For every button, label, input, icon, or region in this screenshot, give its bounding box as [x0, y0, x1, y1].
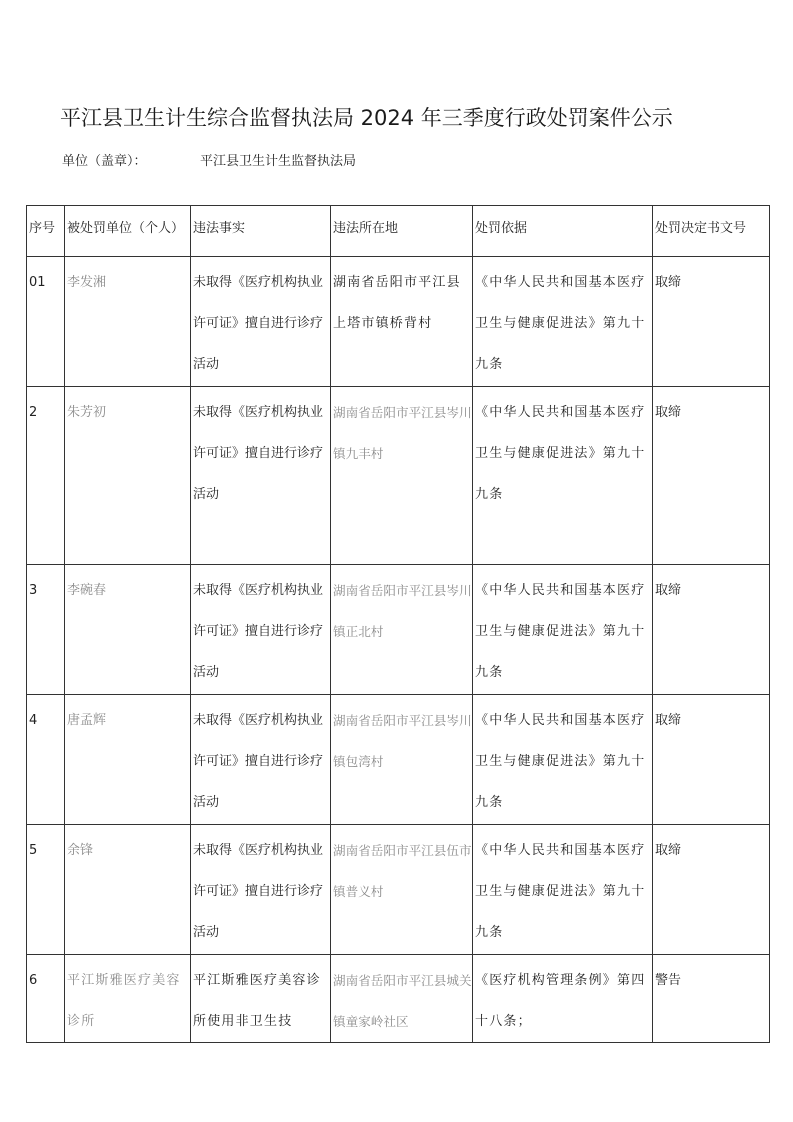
unit-label: 单位（盖章）：	[62, 154, 147, 169]
row-no: 3	[29, 583, 38, 598]
row-no: 4	[29, 713, 38, 728]
row-decision: 取缔	[655, 405, 682, 420]
row-no: 01	[29, 275, 46, 290]
row-decision: 警告	[655, 973, 682, 988]
table-row	[27, 387, 770, 565]
table-header-row	[27, 206, 770, 257]
document-title: 平江县卫生计生综合监督执法局 2024 年三季度行政处罚案件公示	[60, 106, 673, 130]
header-fact: 违法事实	[191, 206, 331, 257]
header-decision: 处罚决定书文号	[653, 206, 770, 257]
row-fact: 未取得《医疗机构执业许可证》擅自进行诊疗活动	[193, 583, 324, 680]
row-location: 湖南省岳阳市平江县城关镇童家岭社区	[333, 973, 472, 1029]
row-basis: 《医疗机构管理条例》第四十八条；	[475, 973, 646, 1029]
row-location: 湖南省岳阳市平江县岑川镇正北村	[333, 583, 472, 639]
penalty-cases-table	[26, 205, 770, 1043]
table-row	[27, 695, 770, 825]
row-fact: 未取得《医疗机构执业许可证》擅自进行诊疗活动	[193, 713, 324, 810]
row-basis: 《中华人民共和国基本医疗卫生与健康促进法》第九十九条	[475, 843, 646, 940]
row-basis: 《中华人民共和国基本医疗卫生与健康促进法》第九十九条	[475, 275, 646, 372]
header-location: 违法所在地	[331, 206, 473, 257]
row-basis: 《中华人民共和国基本医疗卫生与健康促进法》第九十九条	[475, 713, 646, 810]
table-row	[27, 257, 770, 387]
row-decision: 取缔	[655, 713, 682, 728]
row-fact: 未取得《医疗机构执业许可证》擅自进行诊疗活动	[193, 275, 324, 372]
row-party: 平江斯雅医疗美容诊所	[67, 973, 181, 1029]
header-no: 序号	[27, 206, 65, 257]
row-location: 湖南省岳阳市平江县岑川镇九丰村	[333, 405, 472, 461]
table-row	[27, 955, 770, 1043]
table-row	[27, 565, 770, 695]
header-basis: 处罚依据	[473, 206, 653, 257]
row-party: 李碗春	[67, 583, 107, 598]
row-no: 5	[29, 843, 38, 858]
row-fact: 平江斯雅医疗美容诊所使用非卫生技	[193, 973, 321, 1029]
row-party: 李发湘	[67, 275, 107, 290]
header-party: 被处罚单位（个人）	[65, 206, 191, 257]
row-location: 湖南省岳阳市平江县岑川镇包湾村	[333, 713, 472, 769]
row-basis: 《中华人民共和国基本医疗卫生与健康促进法》第九十九条	[475, 405, 646, 502]
row-basis: 《中华人民共和国基本医疗卫生与健康促进法》第九十九条	[475, 583, 646, 680]
row-party: 唐孟辉	[67, 713, 107, 728]
unit-value: 平江县卫生计生监督执法局	[200, 154, 357, 169]
row-no: 2	[29, 405, 38, 420]
row-location: 湖南省岳阳市平江县上塔市镇桥背村	[333, 275, 461, 331]
row-party: 朱芳初	[67, 405, 107, 420]
row-fact: 未取得《医疗机构执业许可证》擅自进行诊疗活动	[193, 843, 324, 940]
row-no: 6	[29, 973, 38, 988]
row-party: 余锋	[67, 843, 94, 858]
row-decision: 取缔	[655, 843, 682, 858]
table-row	[27, 825, 770, 955]
row-location: 湖南省岳阳市平江县伍市镇普义村	[333, 843, 472, 899]
row-decision: 取缔	[655, 275, 682, 290]
row-decision: 取缔	[655, 583, 682, 598]
row-fact: 未取得《医疗机构执业许可证》擅自进行诊疗活动	[193, 405, 324, 502]
